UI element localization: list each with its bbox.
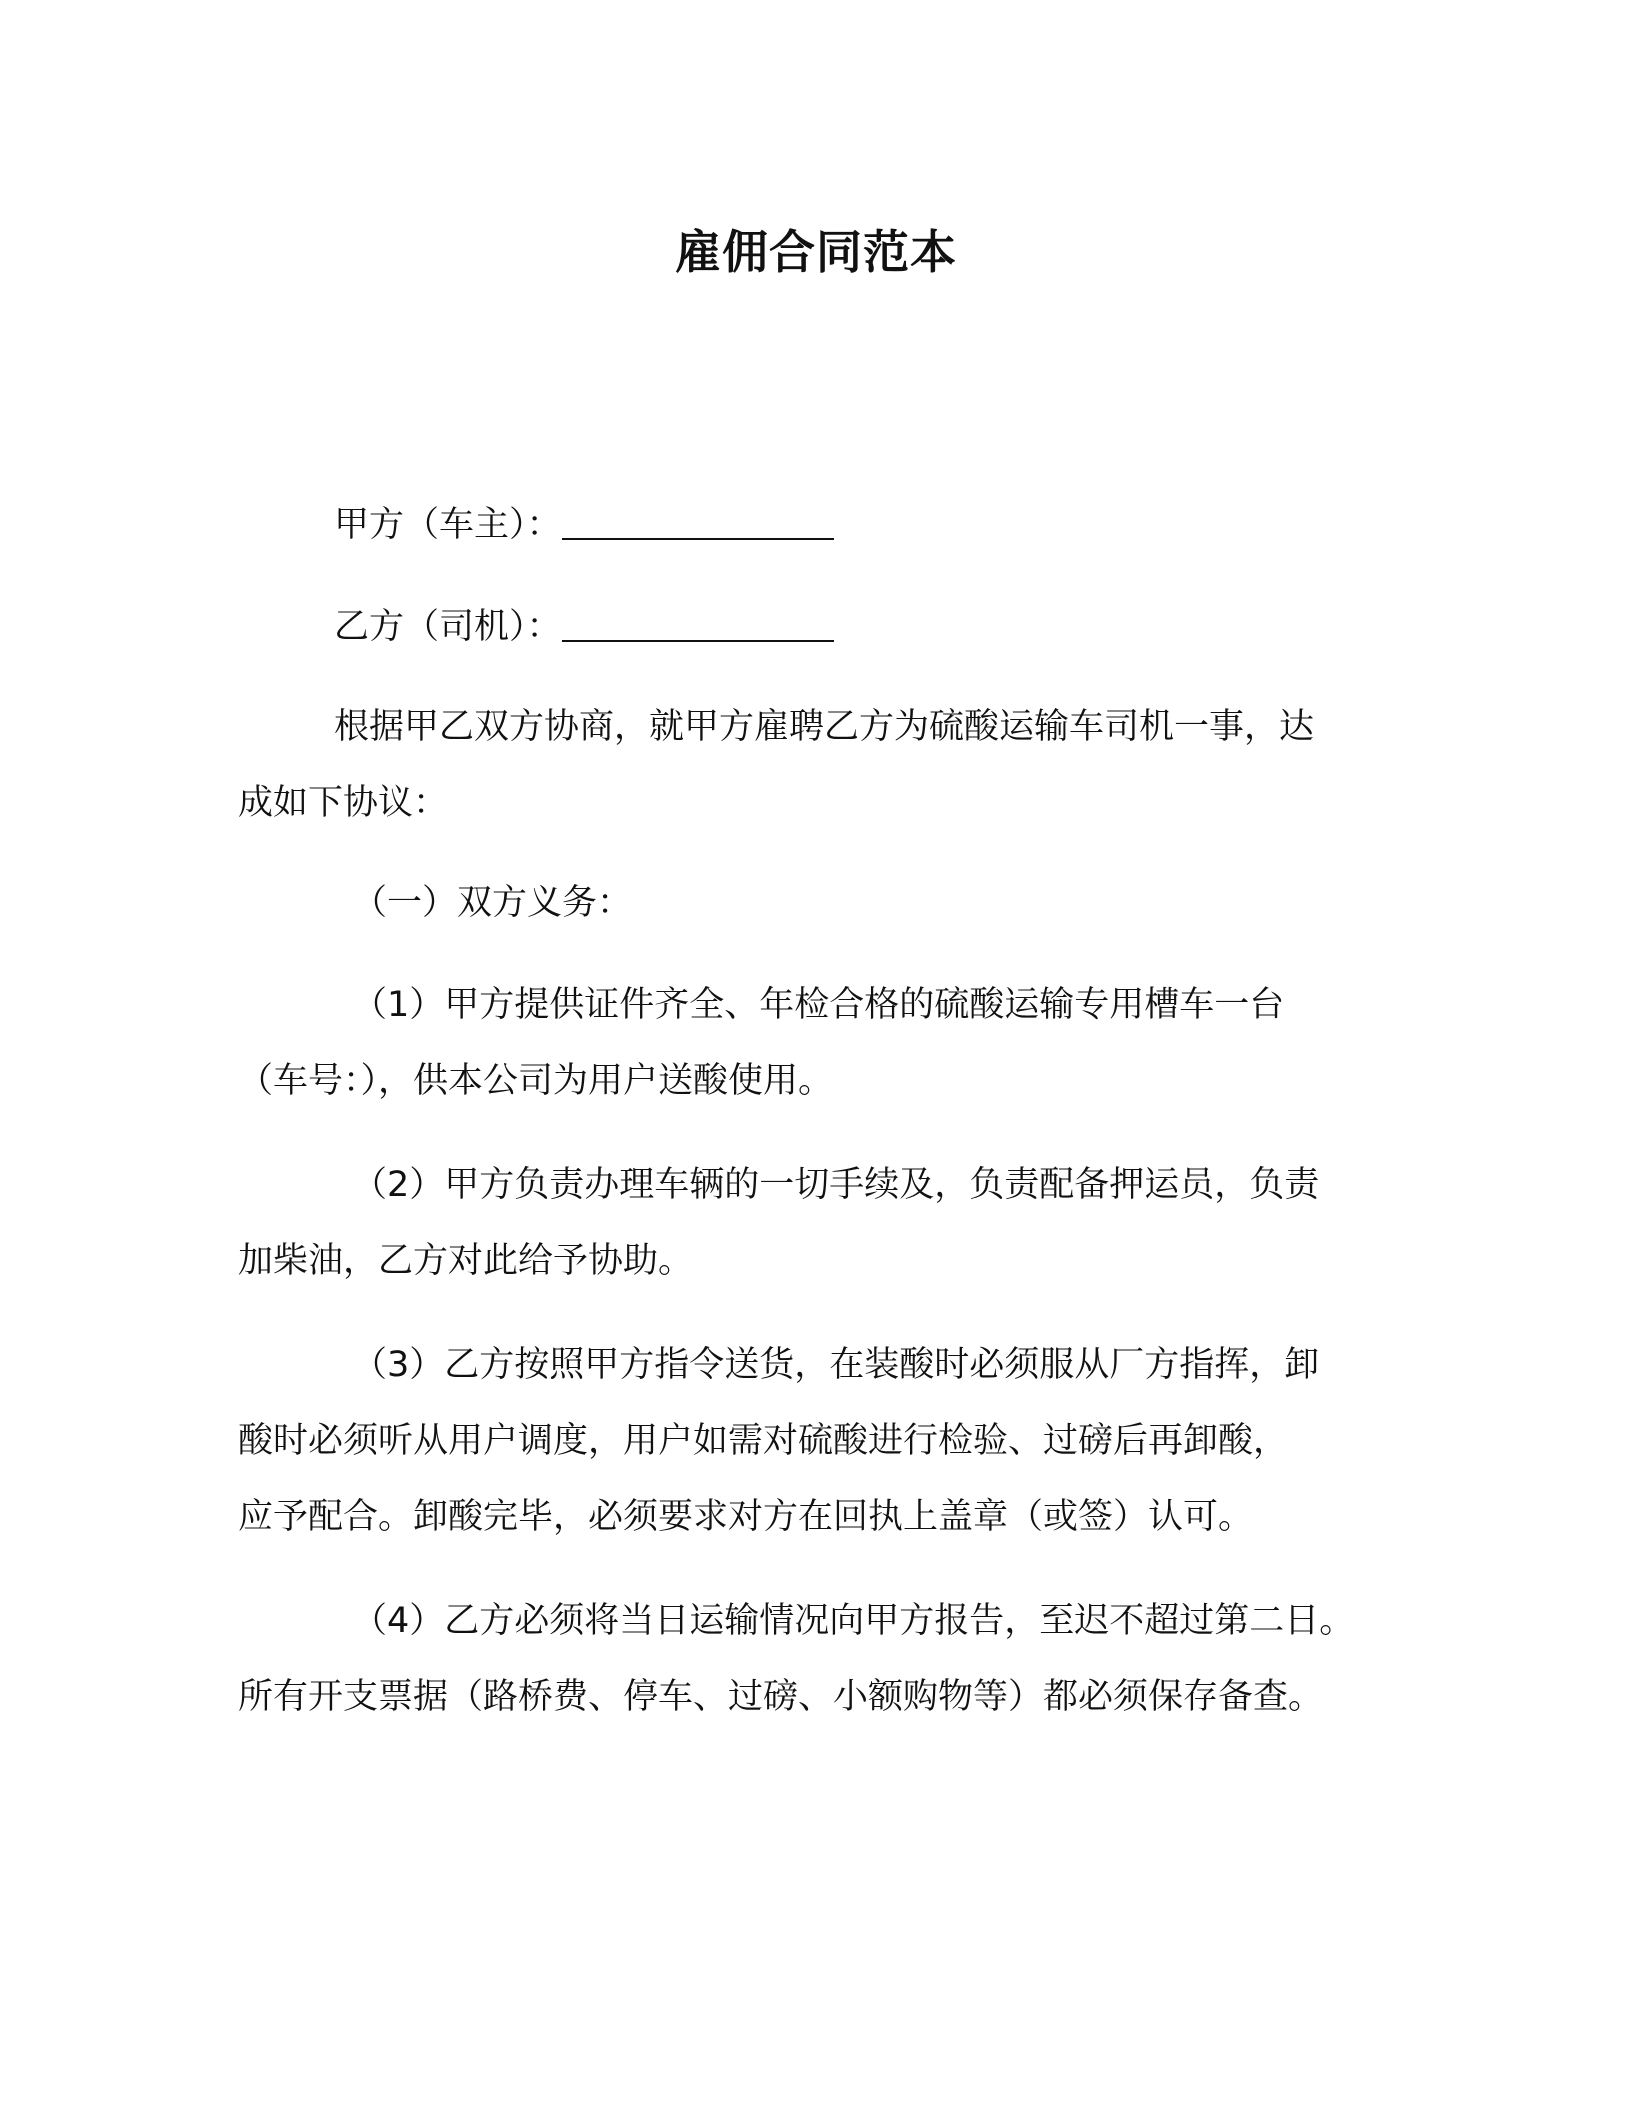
item2-line-1: （2）甲方负责办理车辆的一切手续及，负责配备押运员，负责 <box>352 1165 1320 1205</box>
party-b-line <box>334 604 834 650</box>
item4-line-1: （4）乙方必须将当日运输情况向甲方报告，至迟不超过第二日。 <box>352 1601 1355 1641</box>
intro-line-2: 成如下协议： <box>238 783 449 823</box>
item3-line-3: 应予配合。卸酸完毕，必须要求对方在回执上盖章（或签）认可。 <box>238 1497 1254 1537</box>
item2-line-2: 加柴油，乙方对此给予协助。 <box>238 1241 694 1281</box>
item3-line-2: 酸时必须听从用户调度，用户如需对硫酸进行检验、过磅后再卸酸， <box>238 1421 1289 1461</box>
item1-line-1: （1）甲方提供证件齐全、年检合格的硫酸运输专用槽车一台 <box>352 985 1285 1025</box>
party-a-label: 甲方（车主）： <box>334 505 562 545</box>
item1-line-2: （车号：），供本公司为用户送酸使用。 <box>238 1061 834 1101</box>
item4-line-2: 所有开支票据（路桥费、停车、过磅、小额购物等）都必须保存备查。 <box>238 1677 1324 1717</box>
document-title: 雇佣合同范本 <box>675 225 957 279</box>
party-b-label: 乙方（司机）： <box>334 607 562 647</box>
party-a-line <box>334 502 834 548</box>
item3-line-1: （3）乙方按照甲方指令送货，在装酸时必须服从厂方指挥，卸 <box>352 1345 1320 1385</box>
party-a-blank <box>562 504 834 540</box>
section1-heading: （一）双方义务： <box>352 883 633 923</box>
party-b-blank <box>562 606 834 642</box>
intro-line-1: 根据甲乙双方协商，就甲方雇聘乙方为硫酸运输车司机一事，达 <box>334 707 1315 747</box>
